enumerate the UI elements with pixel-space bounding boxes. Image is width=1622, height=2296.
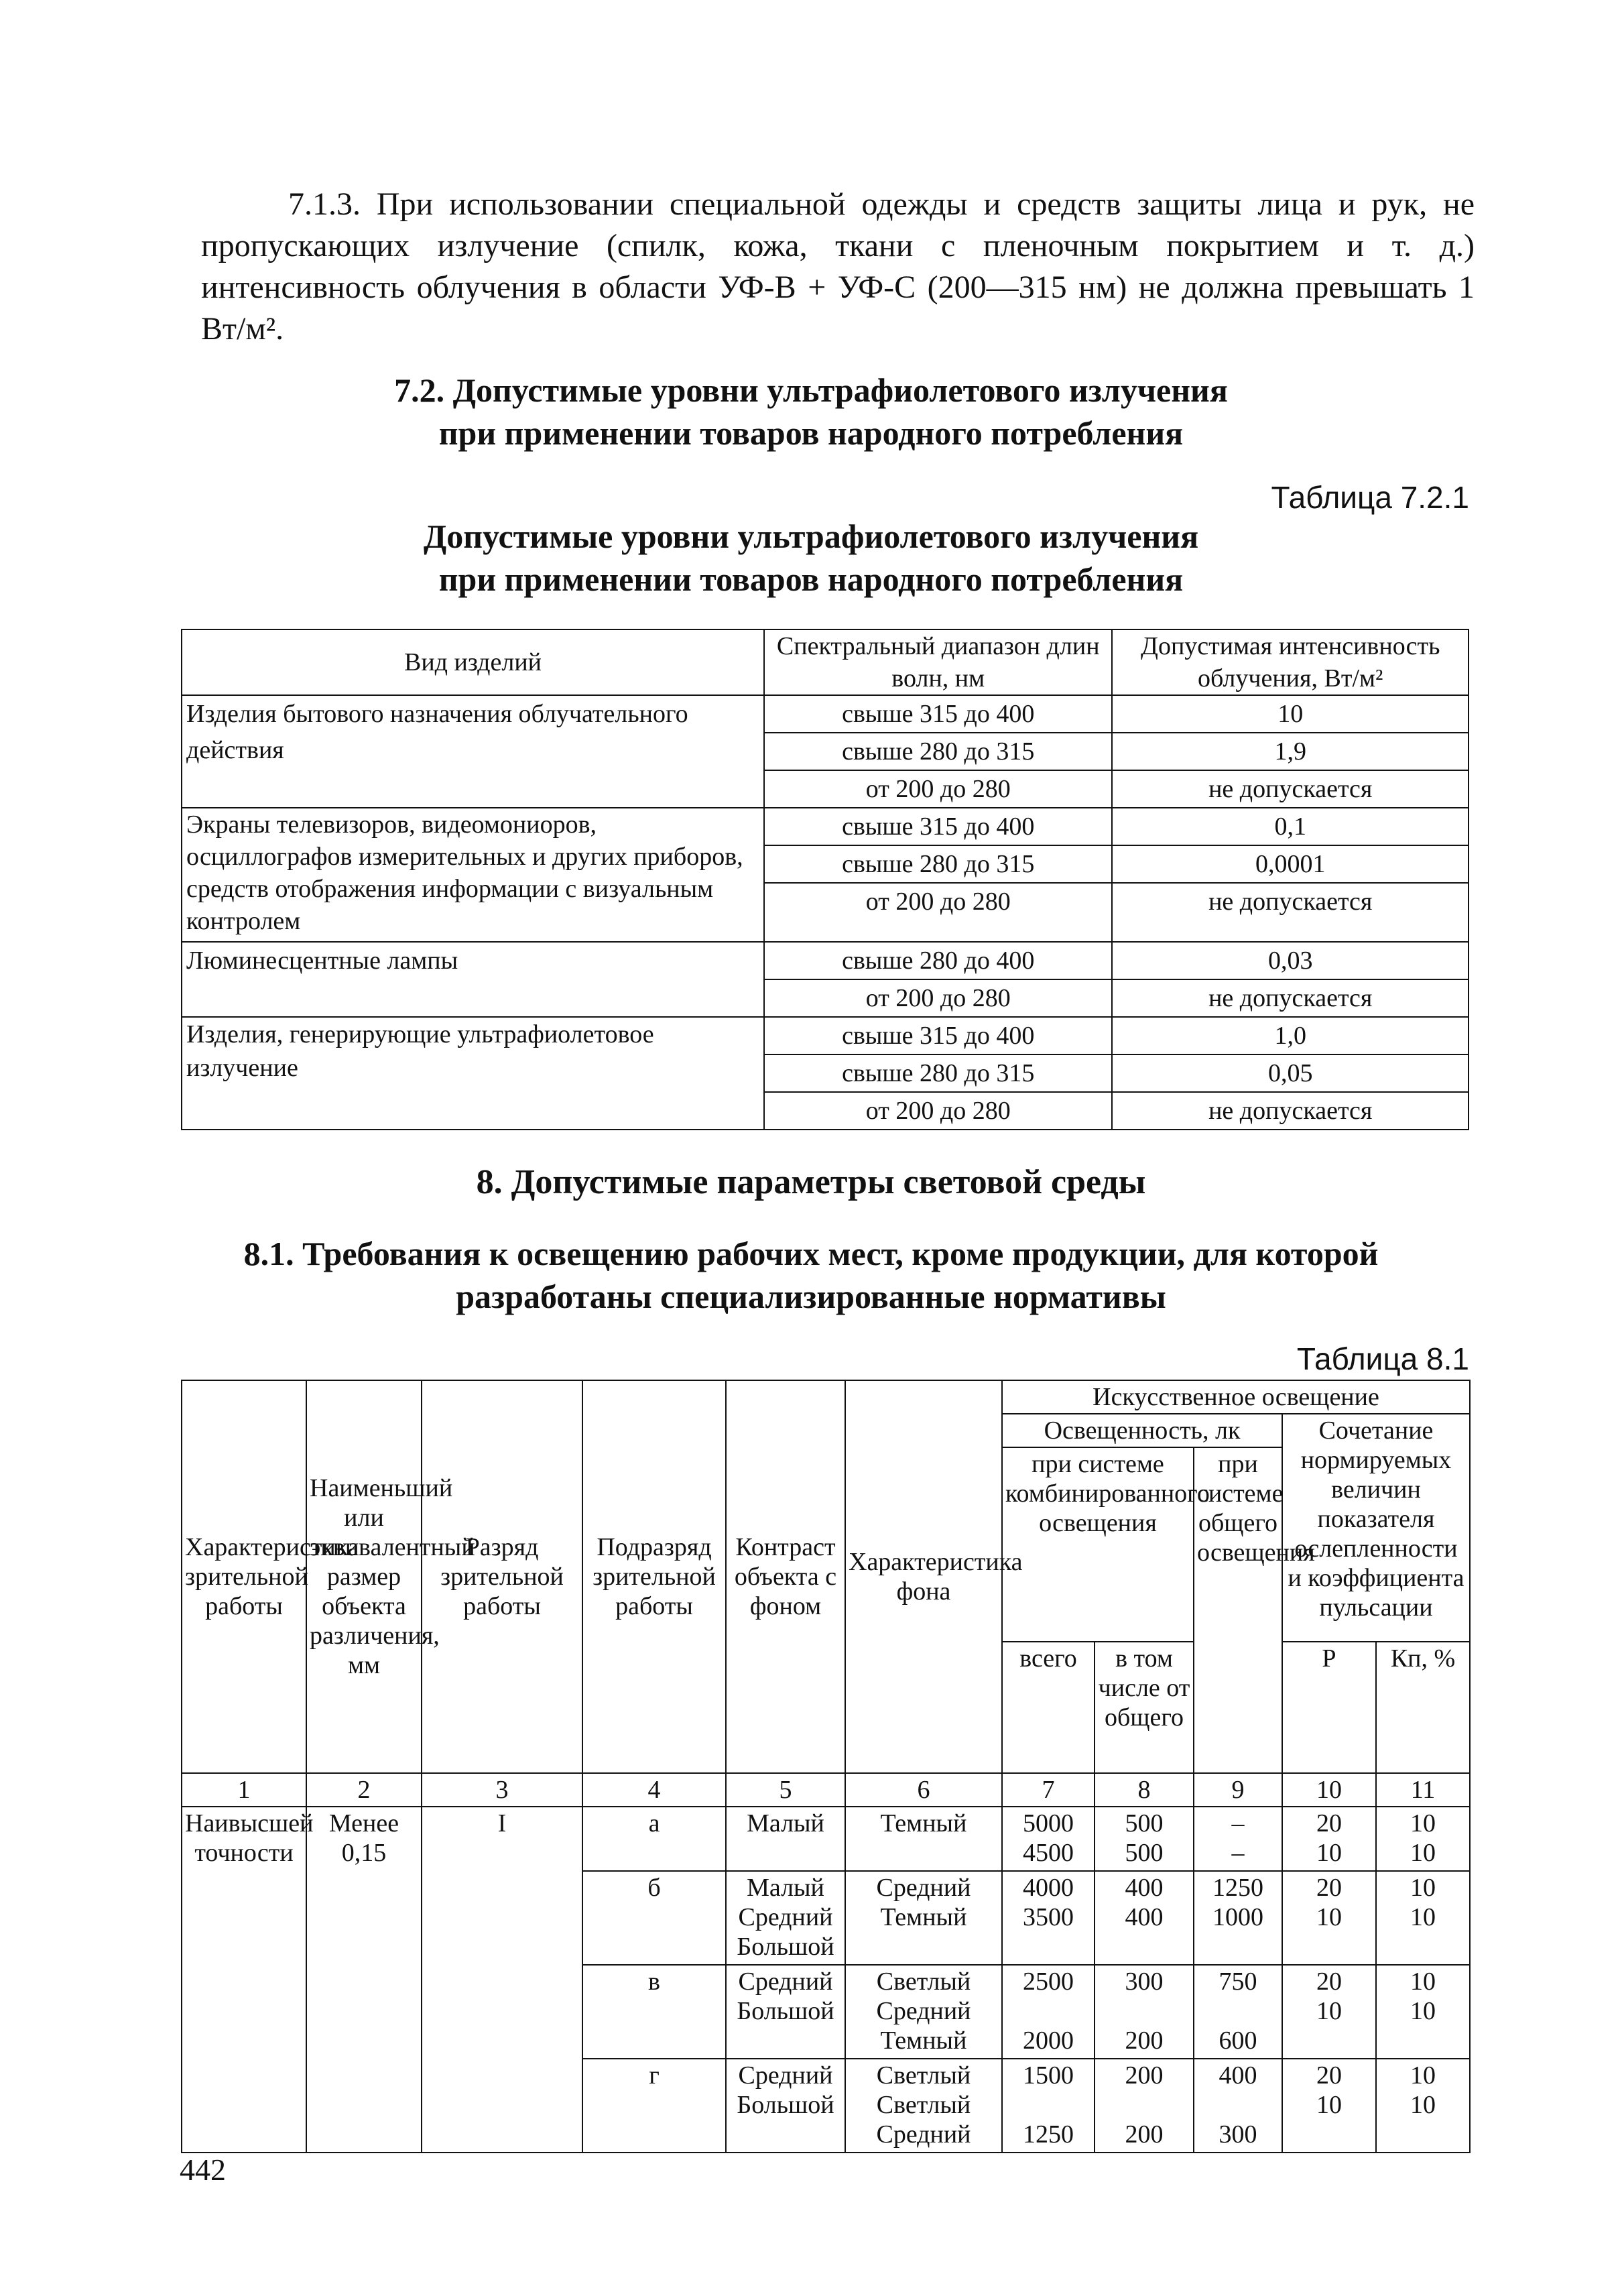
table2-number: Таблица 8.1 — [1296, 1341, 1469, 1376]
t1-value: не допускается — [1112, 1092, 1469, 1130]
t1-range: от 200 до 280 — [764, 1092, 1113, 1130]
t1-value: 0,0001 — [1112, 845, 1469, 883]
col-number: 5 — [726, 1773, 845, 1807]
t2-total: 5000 4500 — [1002, 1807, 1095, 1871]
t2-h-illuminance: Освещенность, лк — [1002, 1414, 1282, 1447]
t1-header-product: Вид изделий — [182, 629, 764, 695]
t2-kp: 10 10 — [1376, 1807, 1470, 1871]
t2-kp: 10 10 — [1376, 1965, 1470, 2059]
t1-value: 1,9 — [1112, 733, 1469, 770]
t2-h-combination: Сочетание нормируемых величин показателя ослепленности и коэффициента пульсации — [1282, 1414, 1470, 1642]
section-8-1-line2: разработаны специализированные нормативы — [456, 1278, 1166, 1315]
t1-value: не допускается — [1112, 883, 1469, 942]
t2-h-background: Характеристика фона — [845, 1380, 1002, 1773]
t2-kp: 10 10 — [1376, 1871, 1470, 1965]
t1-range: от 200 до 280 — [764, 979, 1113, 1017]
t2-h-combined: при системе комбинированного освещения — [1002, 1447, 1194, 1642]
t1-value: не допускается — [1112, 979, 1469, 1017]
t1-range: от 200 до 280 — [764, 883, 1113, 942]
t2-h-category: Разряд зрительной работы — [422, 1380, 582, 1773]
t1-value: 1,0 — [1112, 1017, 1469, 1054]
section-7-2-line1: 7.2. Допустимые уровни ультрафиолетового излучения — [394, 371, 1228, 409]
t2-general: 1250 1000 — [1194, 1871, 1282, 1965]
col-number: 10 — [1282, 1773, 1376, 1807]
t2-subcategory: б — [582, 1871, 726, 1965]
t2-incl-general: 500 500 — [1095, 1807, 1194, 1871]
table1-title — [0, 515, 1622, 601]
t2-h-p: Р — [1282, 1642, 1376, 1773]
paragraph-text: 7.1.3. При использовании специальной одежды и средств защиты лица и рук, не пропускающих излучение (спилк, кожа, ткани с пленочным покрытием и т. д.) интенсивность облучения в области УФ-В + УФ-С (200—315 нм) не должна превышать 1 Вт/м². — [201, 186, 1475, 347]
t2-h-kp: Кп, % — [1376, 1642, 1470, 1773]
t1-range: от 200 до 280 — [764, 770, 1113, 808]
t2-contrast: Малый — [726, 1807, 845, 1871]
t2-subcategory: г — [582, 2059, 726, 2153]
t2-h-size: Наименьший или эквивалентный размер объекта различения, мм — [306, 1380, 422, 1773]
t2-h-contrast: Контраст объекта с фоном — [726, 1380, 845, 1773]
t1-product: Изделия, генерирующие ультрафиолетовое излучение — [182, 1017, 764, 1130]
t2-h-characteristic: Характеристика зрительной работы — [182, 1380, 306, 1773]
col-number: 2 — [306, 1773, 422, 1807]
t1-value: не допускается — [1112, 770, 1469, 808]
table-row — [182, 1807, 1470, 1871]
t2-group-characteristic: Наивысшей точности — [182, 1807, 306, 2153]
t2-total: 2500 2000 — [1002, 1965, 1095, 2059]
table-7-2-1 — [181, 629, 1469, 1130]
table1-title-line2: при применении товаров народного потребления — [438, 560, 1184, 598]
t2-incl-general: 200 200 — [1095, 2059, 1194, 2153]
t1-product: Изделия бытового назначения облучательного действия — [182, 695, 764, 808]
t2-general: – – — [1194, 1807, 1282, 1871]
t2-incl-general: 400 400 — [1095, 1871, 1194, 1965]
t2-group-size: Менее 0,15 — [306, 1807, 422, 2153]
table-row — [182, 1017, 1469, 1054]
col-number: 8 — [1095, 1773, 1194, 1807]
t1-range: свыше 315 до 400 — [764, 1017, 1113, 1054]
t1-product: Люминесцентные лампы — [182, 942, 764, 1017]
t2-subcategory: в — [582, 1965, 726, 2059]
page-number: 442 — [180, 2153, 226, 2187]
t2-general: 750 600 — [1194, 1965, 1282, 2059]
paragraph-7-1-3 — [201, 184, 1475, 350]
t1-value: 0,05 — [1112, 1054, 1469, 1092]
section-8-1-heading — [0, 1232, 1622, 1318]
t1-range: свыше 315 до 400 — [764, 695, 1113, 733]
table-row — [182, 942, 1469, 979]
col-number: 1 — [182, 1773, 306, 1807]
t2-general: 400 300 — [1194, 2059, 1282, 2153]
section-8-1-line1: 8.1. Требования к освещению рабочих мест, кроме продукции, для которой — [243, 1235, 1379, 1272]
t2-p: 20 10 — [1282, 1807, 1376, 1871]
t2-incl-general: 300 200 — [1095, 1965, 1194, 2059]
t1-header-value: Допустимая интенсивность облучения, Вт/м² — [1112, 629, 1469, 695]
t2-p: 20 10 — [1282, 1871, 1376, 1965]
t2-group-category: I — [422, 1807, 582, 2153]
t2-background: Темный — [845, 1807, 1002, 1871]
table1-number: Таблица 7.2.1 — [1271, 480, 1469, 515]
t1-header-range: Спектральный диапазон длин волн, нм — [764, 629, 1113, 695]
col-number: 9 — [1194, 1773, 1282, 1807]
t1-range: свыше 280 до 315 — [764, 733, 1113, 770]
column-numbers-row — [182, 1773, 1470, 1807]
table1-title-line1: Допустимые уровни ультрафиолетового излучения — [423, 518, 1199, 555]
t2-contrast: Средний Большой — [726, 2059, 845, 2153]
t2-h-incl-general: в том числе от общего — [1095, 1642, 1194, 1773]
t1-value: 10 — [1112, 695, 1469, 733]
table-8-1 — [181, 1380, 1471, 2153]
t2-h-artificial: Искусственное освещение — [1002, 1380, 1470, 1414]
t2-h-general: при системе общего освещения — [1194, 1447, 1282, 1773]
col-number: 4 — [582, 1773, 726, 1807]
t2-body — [182, 1807, 1470, 2153]
t2-p: 20 10 — [1282, 2059, 1376, 2153]
table-row — [182, 695, 1469, 733]
t1-range: свыше 280 до 315 — [764, 1054, 1113, 1092]
col-number: 11 — [1376, 1773, 1470, 1807]
t1-range: свыше 280 до 315 — [764, 845, 1113, 883]
t2-h-subcategory: Подразряд зрительной работы — [582, 1380, 726, 1773]
t2-total: 1500 1250 — [1002, 2059, 1095, 2153]
section-7-2-heading — [0, 369, 1622, 455]
t2-background: Средний Темный — [845, 1871, 1002, 1965]
table-row — [182, 808, 1469, 845]
t2-subcategory: а — [582, 1807, 726, 1871]
t2-background: Светлый Средний Темный — [845, 1965, 1002, 2059]
t2-background: Светлый Светлый Средний — [845, 2059, 1002, 2153]
section-7-2-line2: при применении товаров народного потребления — [438, 414, 1184, 452]
col-number: 3 — [422, 1773, 582, 1807]
t2-kp: 10 10 — [1376, 2059, 1470, 2153]
t1-product: Экраны телевизоров, видеомониоров, осциллографов измерительных и других приборов, средств отображения информации с визуальным контролем — [182, 808, 764, 942]
t2-total: 4000 3500 — [1002, 1871, 1095, 1965]
t1-value: 0,03 — [1112, 942, 1469, 979]
t1-value: 0,1 — [1112, 808, 1469, 845]
col-number: 7 — [1002, 1773, 1095, 1807]
t2-contrast: Малый Средний Большой — [726, 1871, 845, 1965]
t2-p: 20 10 — [1282, 1965, 1376, 2059]
t2-h-total: всего — [1002, 1642, 1095, 1773]
col-number: 6 — [845, 1773, 1002, 1807]
t2-contrast: Средний Большой — [726, 1965, 845, 2059]
t1-range: свыше 315 до 400 — [764, 808, 1113, 845]
t1-range: свыше 280 до 400 — [764, 942, 1113, 979]
section-8-heading: 8. Допустимые параметры световой среды — [476, 1163, 1146, 1201]
